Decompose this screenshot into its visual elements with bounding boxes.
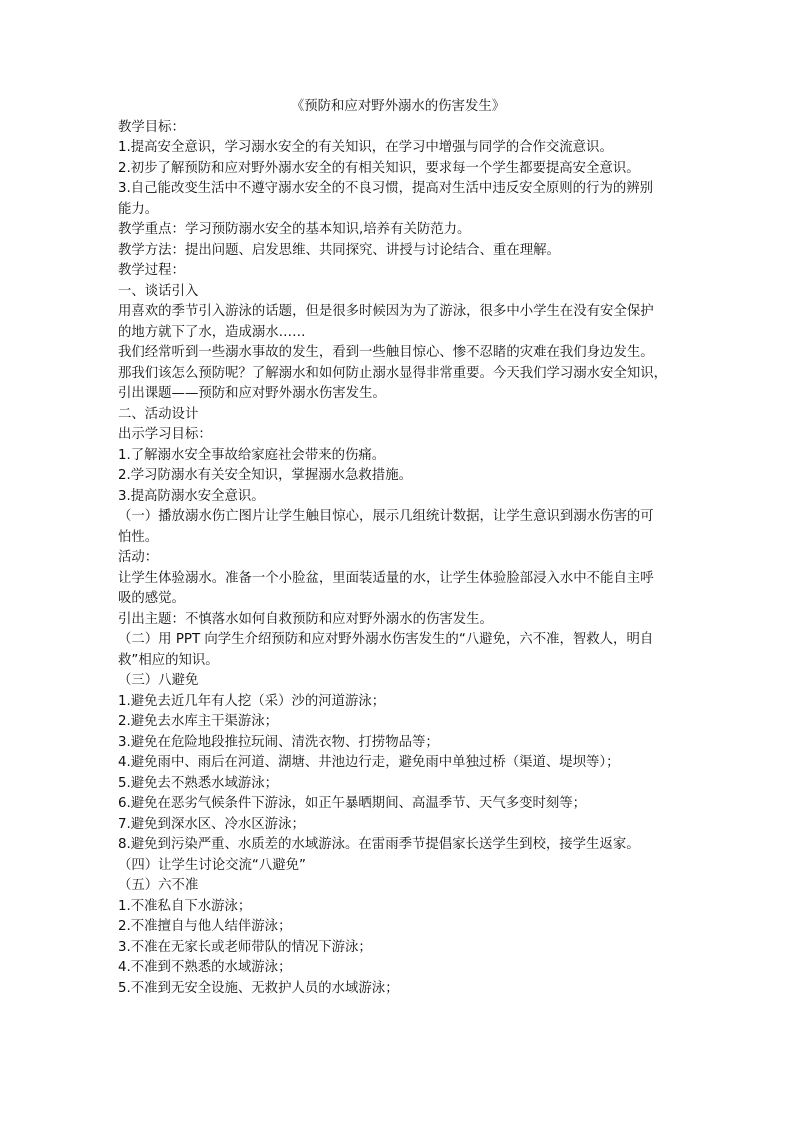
text-line: 1.了解溺水安全事故给家庭社会带来的伤痛。 xyxy=(118,447,386,463)
text-line: 救”相应的知识。 xyxy=(118,652,219,668)
text-line: 2.避免去水库主干渠游泳； xyxy=(118,714,279,729)
text-line: 1.避免去近几年有人挖（采）沙的河道游泳； xyxy=(118,693,386,709)
text-line: 二、活动设计 xyxy=(118,406,199,422)
text-line: （五）六不准 xyxy=(118,878,199,893)
text-line: 7.避免到深水区、冷水区游泳； xyxy=(118,816,305,832)
text-line: 吸的感觉。 xyxy=(118,591,185,606)
text-line: 4.不准到不熟悉的水域游泳； xyxy=(118,960,292,975)
text-line: （二）用 PPT 向学生介绍预防和应对野外溺水伤害发生的“八避免，六不准，智救人，明自 xyxy=(118,632,654,647)
text-line: 3.避免在危险地段推拉玩闹、清洗衣物、打捞物品等； xyxy=(118,734,439,750)
text-line: 2.不准擅自与他人结伴游泳； xyxy=(118,919,292,934)
text-line: 用喜欢的季节引入游泳的话题，但是很多时候因为为了游泳，很多中小学生在没有安全保护 xyxy=(118,304,654,319)
text-line: 我们经常听到一些溺水事故的发生，看到一些触目惊心、惨不忍睹的灾难在我们身边发生。 xyxy=(118,345,654,360)
text-line: 1.不准私自下水游泳； xyxy=(118,898,252,914)
text-line: 活动： xyxy=(118,550,159,565)
text-line: 6.避免在恶劣气候条件下游泳，如正午暴晒期间、高温季节、天气多变时刻等； xyxy=(118,796,587,811)
text-line: 5.避免去不熟悉水域游泳； xyxy=(118,775,279,791)
text-line: 2.学习防溺水有关安全知识，掌握溺水急救措施。 xyxy=(118,468,412,483)
document-title: 《预防和应对野外溺水的伤害发生》 xyxy=(290,99,506,114)
text-line: 那我们该怎么预防呢？了解溺水和如何防止溺水显得非常重要。今天我们学习溺水安全知识， xyxy=(118,365,668,381)
text-line: 4.避免雨中、雨后在河道、湖塘、井池边行走，避免雨中单独过桥（渠道、堤坝等）； xyxy=(118,755,620,770)
text-line: 3.不准在无家长或老师带队的情况下游泳； xyxy=(118,939,372,955)
text-line: 能力。 xyxy=(118,201,159,217)
text-line: 教学重点：学习预防溺水安全的基本知识,培养有关防范力。 xyxy=(118,222,471,237)
text-line: 3.自己能改变生活中不遵守溺水安全的不良习惯，提高对生活中违反安全原则的行为的辨别 xyxy=(118,181,654,196)
text-line: 2.初步了解预防和应对野外溺水安全的有相关知识，要求每一个学生都要提高安全意识。 xyxy=(118,160,640,176)
text-line: 引出课题——预防和应对野外溺水伤害发生。 xyxy=(118,386,386,401)
text-line: 引出主题：不慎落水如何自救预防和应对野外溺水的伤害发生。 xyxy=(118,611,493,627)
text-line: 3.提高防溺水安全意识。 xyxy=(118,488,265,504)
text-line: 教学目标： xyxy=(118,119,185,135)
text-line: 一、谈话引入 xyxy=(118,283,199,299)
text-line: 1.提高安全意识，学习溺水安全的有关知识，在学习中增强与同学的合作交流意识。 xyxy=(118,140,613,155)
text-line: 的地方就下了水，造成溺水…… xyxy=(118,324,306,340)
text-line: 让学生体验溺水。准备一个小脸盆，里面装适量的水，让学生体验脸部浸入水中不能自主呼 xyxy=(118,570,654,586)
text-line: 出示学习目标： xyxy=(118,427,212,442)
text-line: （四）让学生讨论交流“八避免” xyxy=(118,857,306,873)
text-line: 教学过程： xyxy=(118,263,185,278)
text-line: 5.不准到无安全设施、无救护人员的水域游泳； xyxy=(118,980,399,996)
text-line: （三）八避免 xyxy=(118,673,199,688)
text-line: 8.避免到污染严重、水质差的水域游泳。在雷雨季节提倡家长送学生到校，接学生返家。 xyxy=(118,837,640,852)
text-line: （一）播放溺水伤亡图片让学生触目惊心，展示几组统计数据，让学生意识到溺水伤害的可 xyxy=(118,509,654,524)
text-line: 教学方法：提出问题、启发思维、共同探究、讲授与讨论结合、重在理解。 xyxy=(118,242,560,258)
document-page xyxy=(118,97,678,999)
document-body xyxy=(118,118,678,1000)
text-line: 怕性。 xyxy=(118,529,159,545)
